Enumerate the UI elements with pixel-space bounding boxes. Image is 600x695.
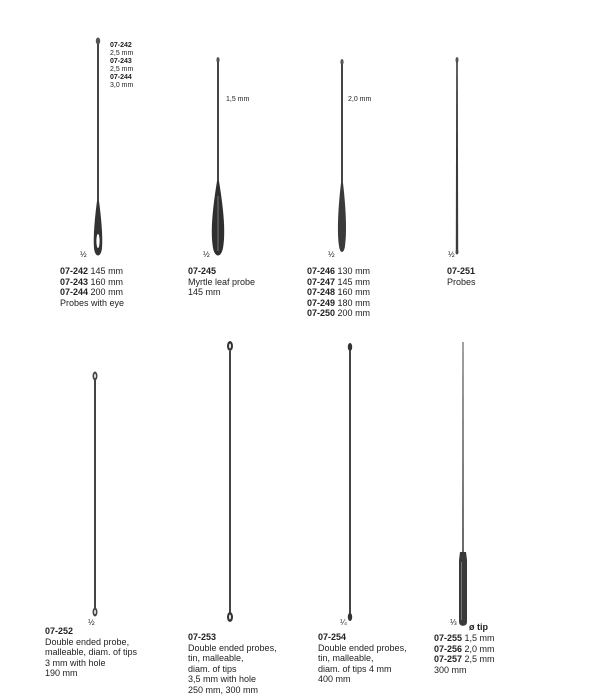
probe-with-eye-illustration bbox=[88, 36, 108, 261]
double-ended-probe-4mm-illustration bbox=[342, 342, 358, 624]
scale-label: ⅓ bbox=[450, 618, 457, 627]
scale-label: ¼ bbox=[340, 618, 347, 627]
scale-label: ½ bbox=[203, 250, 210, 259]
double-ended-probe-tin-illustration bbox=[221, 340, 239, 625]
product-caption: 07-242 145 mm 07-243 160 mm 07-244 200 mm Probes with eye bbox=[60, 266, 125, 308]
dimension-label: 2,0 mm bbox=[348, 96, 372, 103]
product-caption: 07-254 Double ended probes, tin, malleable, diam. of tips 4 mm 400 mm bbox=[318, 632, 407, 684]
probe-illustration bbox=[451, 56, 463, 256]
product-caption: 07-245 Myrtle leaf probe 145 mm bbox=[188, 266, 256, 297]
scale-label: ½ bbox=[88, 618, 95, 627]
scale-label: ½ bbox=[328, 250, 335, 259]
probe-2mm-illustration bbox=[331, 58, 353, 258]
product-caption: 07-246 130 mm 07-247 145 mm 07-248 160 mm 07-249 180 mm 07-250 200 mm bbox=[307, 266, 371, 318]
tip-diameter-header: ø tip bbox=[469, 622, 488, 632]
tip-labels: 07-242 2,5 mm 07-243 2,5 mm 07-244 3,0 mm bbox=[110, 42, 134, 89]
double-ended-probe-illustration bbox=[88, 370, 102, 620]
product-caption: 07-253 Double ended probes, tin, malleable, diam. of tips 3,5 mm with hole 250 mm, 300 mm bbox=[188, 632, 277, 695]
product-caption: 07-255 1,5 mm 07-256 2,0 mm 07-257 2,5 mm 300 mm bbox=[434, 633, 495, 675]
dimension-label: 1,5 mm bbox=[226, 96, 250, 103]
probe-with-handle-illustration bbox=[456, 340, 470, 630]
product-caption: 07-251 Probes bbox=[447, 266, 476, 287]
myrtle-leaf-probe-illustration bbox=[206, 56, 230, 261]
product-caption: 07-252 Double ended probe, malleable, diam. of tips 3 mm with hole 190 mm bbox=[45, 626, 138, 678]
scale-label: ½ bbox=[80, 250, 87, 259]
scale-label: ½ bbox=[448, 250, 455, 259]
